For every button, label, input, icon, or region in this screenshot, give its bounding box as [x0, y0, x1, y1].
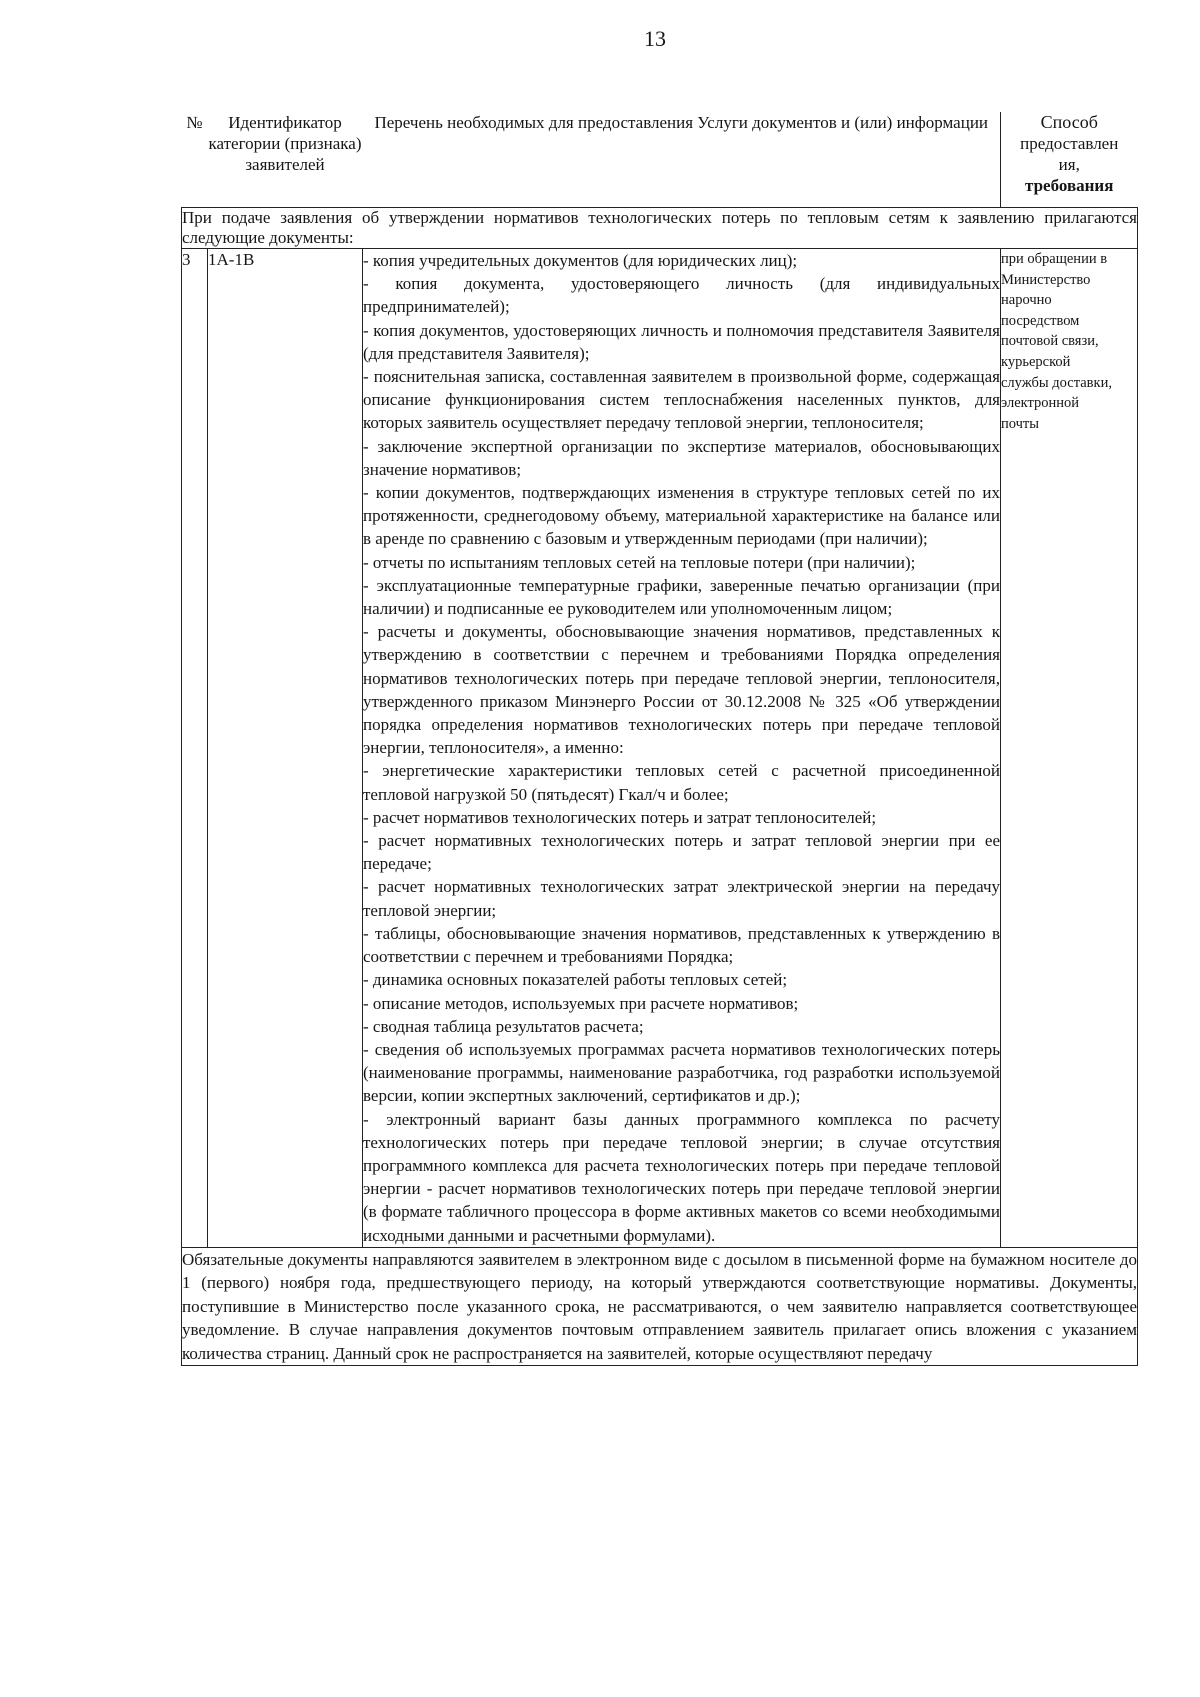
document-item: - расчет нормативов технологических потерь и затрат теплоносителей; — [363, 807, 877, 827]
document-item: - расчет нормативных технологических потерь и затрат тепловой энергии при ее передаче; — [363, 831, 1000, 874]
document-item: - заключение экспертной организации по экспертизе материалов, обосновывающих значение нормативов; — [363, 436, 1000, 479]
document-item: - расчет нормативных технологических затрат электрической энергии на передачу тепловой энергии; — [363, 877, 1000, 920]
document-item: - эксплуатационные температурные графики, заверенные печатью организации (при наличии) и подписанные ее руководителем или уполномоченным лицом; — [363, 575, 1000, 619]
section-banner-row — [182, 208, 1138, 249]
header-num: № — [182, 112, 208, 208]
document-item: - таблицы, обосновывающие значения нормативов, представленных к утверждению в соответствии с перечнем и требованиями Порядка; — [363, 923, 1000, 967]
section-banner: При подаче заявления об утверждении нормативов технологических потерь по тепловым сетям к заявлению прилагаются следующие документы: — [182, 208, 1137, 247]
page-number: 13 — [644, 26, 666, 51]
document-item: - пояснительная записка, составленная заявителем в произвольной форме, содержащая описание функционирования систем теплоснабжения населенных пунктов, для которых заявитель осуществляет передачу тепловой энергии, теплоносителя; — [363, 367, 1000, 433]
document-item: - копия документа, удостоверяющего личность (для индивидуальных предпринимателей); — [363, 274, 1000, 317]
row-number: 3 — [182, 249, 208, 1248]
document-item: - копия документов, удостоверяющих личность и полномочия представителя Заявителя (для представителя Заявителя); — [363, 320, 1000, 363]
document-item: - копии документов, подтверждающих изменения в структуре тепловых сетей по их протяженности, среднегодовому объему, материальной характеристике на балансе или в аренде по сравнению с базовым и утвержденным периодами (при наличии); — [363, 483, 1000, 549]
method-text: при обращении в Министерство нарочно посредством почтовой связи, курьерской службы доставки, электронной почты — [1001, 251, 1112, 432]
row-identifier: 1А-1В — [208, 249, 363, 1248]
document-item: - динамика основных показателей работы тепловых сетей; — [363, 970, 788, 990]
document-item: - сведения об используемых программах расчета нормативов технологических потерь (наименование программы, наименование разработчика, год разработки используемой версии, копии экспертных заключений, сертификатов и др.); — [363, 1039, 1000, 1106]
header-method-line1: Способ — [1040, 112, 1098, 132]
document-item: - расчеты и документы, обосновывающие значения нормативов, представленных к утверждению в соответствии с перечнем и требованиями Порядка определения нормативов технологических потерь при передаче тепловой энергии, теплоносителя, утвержденного приказом Минэнерго России от 30.12.2008 № 325 «Об утверждении порядка определения нормативов технологических потерь при передаче тепловой энергии, теплоносителя», а именно: — [363, 622, 1000, 758]
header-documents: Перечень необходимых для предоставления Услуги документов и (или) информации — [363, 112, 1001, 208]
document-item: - сводная таблица результатов расчета; — [363, 1016, 644, 1036]
table-header-row — [182, 112, 1138, 208]
table-row — [182, 249, 1138, 1248]
document-item: - электронный вариант базы данных программного комплекса по расчету технологических потерь при передаче тепловой энергии; в случае отсутствия программного комплекса для расчета технологических потерь при передаче тепловой энергии - расчет нормативов технологических потерь при передаче тепловой энергии (в формате табличного процессора в форме активных макетов со всеми необходимыми исходными данными и расчетными формулами). — [363, 1109, 1000, 1245]
services-table — [181, 112, 1138, 1366]
document-item: - отчеты по испытаниям тепловых сетей на тепловые потери (при наличии); — [363, 552, 916, 572]
footer-text: Обязательные документы направляются заявителем в электронном виде с досылом в письменной форме на бумажном носителе до 1 (первого) ноября года, предшествующего периоду, на который утверждаются соответствующие нормативы. Документы, поступившие в Министерство после указанного срока, не рассматриваются, о чем заявителю направляется соответствующее уведомление. В случае направления документов почтовым отправлением заявитель прилагает опись вложения с указанием количества страниц. Данный срок не распространяется на заявителей, которые осуществляют передачу — [182, 1247, 1138, 1366]
document-item: - копия учредительных документов (для юридических лиц); — [363, 251, 798, 270]
header-identifier: Идентификатор категории (признака) заявителей — [208, 112, 363, 208]
header-method — [1001, 112, 1138, 208]
document-item: - описание методов, используемых при расчете нормативов; — [363, 993, 799, 1013]
row-method — [1001, 249, 1138, 1248]
document-item: - энергетические характеристики тепловых сетей с расчетной присоединенной тепловой нагрузкой 50 (пятьдесят) Гкал/ч и более; — [363, 761, 1000, 804]
header-method-line3: ия, — [1058, 155, 1080, 174]
header-method-line2: предоставлен — [1020, 134, 1119, 153]
row-documents — [363, 249, 1001, 1248]
footer-row — [182, 1247, 1138, 1366]
header-method-line4: требования — [1025, 176, 1114, 195]
